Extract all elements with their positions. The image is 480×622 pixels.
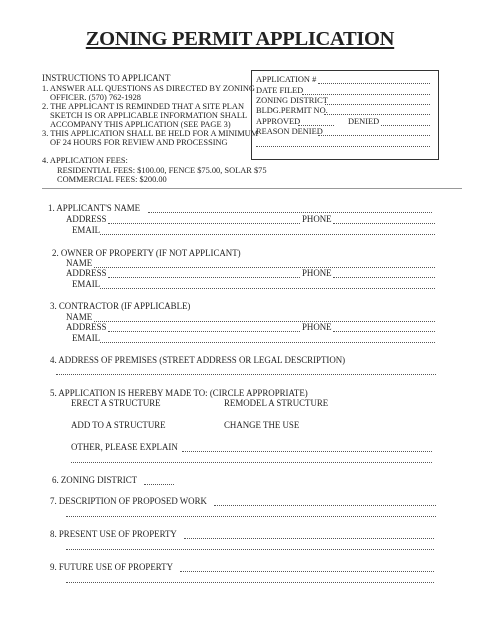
zoning-district-label: 6. ZONING DISTRICT	[52, 475, 138, 485]
owner-address-input[interactable]	[108, 277, 300, 278]
applicant-phone-input[interactable]	[333, 223, 435, 224]
reason-denied-field[interactable]	[318, 135, 430, 136]
owner-name-label: NAME	[66, 258, 93, 268]
contractor-email-input[interactable]	[100, 342, 435, 343]
contractor-section-label: 3. CONTRACTOR (IF APPLICABLE)	[50, 301, 191, 311]
instruction-line: 1. ANSWER ALL QUESTIONS AS DIRECTED BY ZONING	[42, 84, 255, 93]
applicant-phone-label: PHONE	[302, 214, 332, 224]
reason-denied-field-line2[interactable]	[256, 146, 430, 147]
owner-phone-input[interactable]	[333, 277, 435, 278]
instructions-heading: INSTRUCTIONS TO APPLICANT	[42, 73, 171, 83]
proposed-work-label: 7. DESCRIPTION OF PROPOSED WORK	[50, 496, 207, 506]
contractor-address-label: ADDRESS	[66, 322, 107, 332]
owner-name-input[interactable]	[94, 267, 435, 268]
premises-address-input[interactable]	[56, 374, 436, 375]
application-number-field[interactable]	[318, 83, 430, 84]
denied-field[interactable]	[381, 125, 430, 126]
instruction-line: 2. THE APPLICANT IS REMINDED THAT A SITE PLAN	[42, 102, 245, 111]
approved-label: APPROVED	[256, 117, 301, 126]
present-use-input[interactable]	[184, 538, 434, 539]
future-use-input[interactable]	[180, 571, 434, 572]
owner-section-label: 2. OWNER OF PROPERTY (IF NOT APPLICANT)	[52, 248, 241, 258]
contractor-phone-label: PHONE	[302, 322, 332, 332]
date-filed-label: DATE FILED	[256, 86, 304, 95]
contractor-name-label: NAME	[66, 312, 93, 322]
owner-email-label: EMAIL	[72, 279, 101, 289]
fees-commercial: COMMERCIAL FEES: $200.00	[57, 175, 167, 184]
owner-phone-label: PHONE	[302, 268, 332, 278]
applicant-name-label: 1. APPLICANT'S NAME	[48, 203, 141, 213]
zoning-district-office-label: ZONING DISTRICT	[256, 96, 328, 105]
applicant-email-label: EMAIL	[72, 225, 101, 235]
contractor-name-input[interactable]	[94, 321, 435, 322]
future-use-input-line2[interactable]	[66, 582, 434, 583]
proposed-work-input-line2[interactable]	[66, 516, 436, 517]
denied-label: DENIED	[348, 117, 380, 126]
option-change-use[interactable]: CHANGE THE USE	[224, 420, 300, 430]
zoning-district-input[interactable]	[144, 484, 174, 485]
applicant-address-label: ADDRESS	[66, 214, 107, 224]
proposed-work-input[interactable]	[214, 505, 436, 506]
present-use-input-line2[interactable]	[66, 549, 434, 550]
instruction-line: SKETCH IS OR APPLICABLE INFORMATION SHALL	[50, 111, 248, 120]
contractor-address-input[interactable]	[108, 331, 300, 332]
application-type-label: 5. APPLICATION IS HEREBY MADE TO: (CIRCLE APPROPRIATE)	[50, 388, 308, 398]
bldg-permit-field[interactable]	[324, 114, 430, 115]
applicant-address-input[interactable]	[108, 223, 300, 224]
owner-email-input[interactable]	[100, 288, 435, 289]
contractor-email-label: EMAIL	[72, 333, 101, 343]
instruction-line: ACCOMPANY THIS APPLICATION (SEE PAGE 3)	[50, 120, 231, 129]
applicant-email-input[interactable]	[100, 234, 435, 235]
approved-field[interactable]	[298, 125, 334, 126]
zoning-district-office-field[interactable]	[325, 104, 430, 105]
instruction-line: 3. THIS APPLICATION SHALL BE HELD FOR A MINIMUM	[42, 129, 259, 138]
option-other-label[interactable]: OTHER, PLEASE EXPLAIN	[71, 442, 178, 452]
fees-heading: 4. APPLICATION FEES:	[42, 156, 128, 165]
application-number-label: APPLICATION #	[256, 75, 317, 84]
applicant-name-input[interactable]	[148, 212, 432, 213]
present-use-label: 8. PRESENT USE OF PROPERTY	[50, 529, 177, 539]
future-use-label: 9. FUTURE USE OF PROPERTY	[50, 562, 173, 572]
fees-residential: RESIDENTIAL FEES: $100.00, FENCE $75.00, SOLAR $75	[57, 166, 267, 175]
bldg-permit-label: BLDG.PERMIT NO.	[256, 106, 328, 115]
option-remodel-structure[interactable]: REMODEL A STRUCTURE	[224, 398, 329, 408]
date-filed-field[interactable]	[302, 94, 430, 95]
option-add-structure[interactable]: ADD TO A STRUCTURE	[71, 420, 166, 430]
other-explain-input[interactable]	[182, 451, 432, 452]
section-divider	[42, 188, 462, 189]
option-erect-structure[interactable]: ERECT A STRUCTURE	[71, 398, 161, 408]
instruction-line: OFFICER. (570) 762-1928	[50, 93, 141, 102]
reason-denied-label: REASON DENIED	[256, 127, 323, 136]
contractor-phone-input[interactable]	[333, 331, 435, 332]
owner-address-label: ADDRESS	[66, 268, 107, 278]
instruction-line: OF 24 HOURS FOR REVIEW AND PROCESSING	[50, 138, 228, 147]
other-explain-input-line2[interactable]	[71, 462, 432, 463]
form-title: ZONING PERMIT APPLICATION	[85, 28, 395, 50]
premises-address-label: 4. ADDRESS OF PREMISES (STREET ADDRESS OR LEGAL DESCRIPTION)	[50, 355, 346, 365]
